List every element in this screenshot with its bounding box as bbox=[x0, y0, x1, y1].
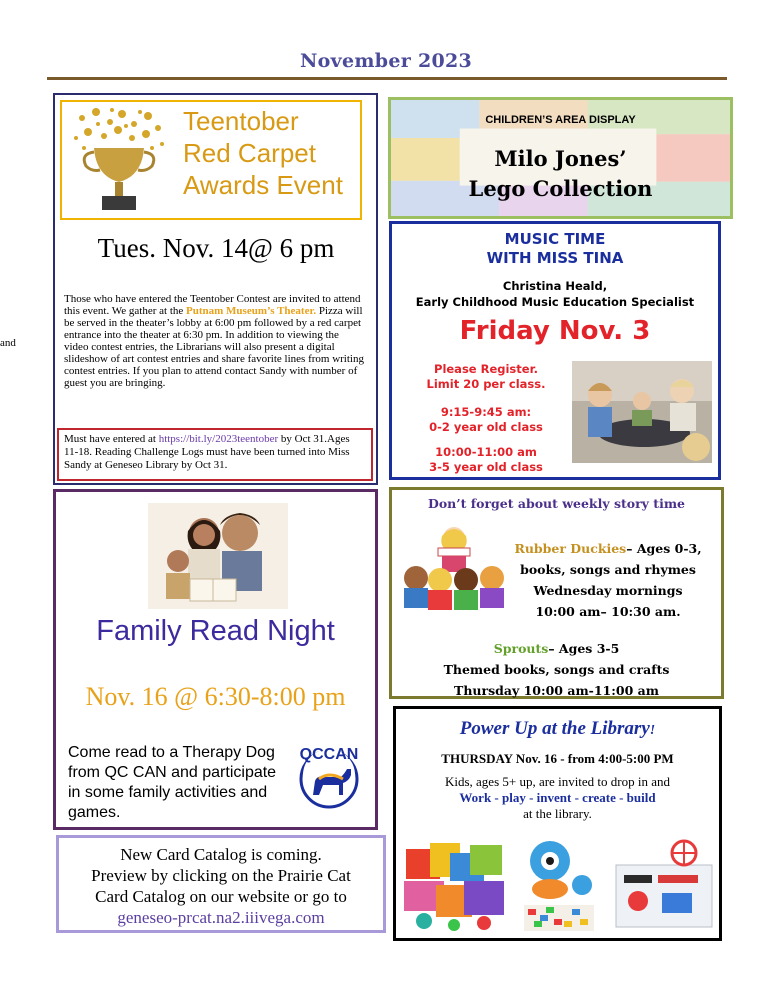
teentober-description-part-2: Pizza will be served in the theater’s lobby at 6:00 pm followed by a red carpet entrance into the theater at 6:30 pm. In addition to viewing the video contest entries, the Librarians will also present a digital slideshow of art contest entries and share favorite lines from writing contest entries. If you plan to attend contact Sandy with number of guest you are bringing. bbox=[64, 305, 364, 389]
family-read-night-description: Come read to a Therapy Dog from QC CAN and participate in some family activities and games. bbox=[68, 744, 277, 821]
trophy-icon bbox=[62, 104, 177, 216]
session-1-age: 0-2 year old class bbox=[429, 420, 543, 434]
teentober-description bbox=[64, 293, 366, 389]
power-up-title-bang: ! bbox=[649, 723, 656, 738]
teentober-title bbox=[183, 105, 343, 201]
power-up-text-1: Kids, ages 5+ up, are invited to drop in and bbox=[444, 774, 671, 789]
music-title bbox=[392, 230, 718, 268]
teentober-title-line-1: Teentober bbox=[183, 106, 299, 136]
venue-highlight: Putnam Museum’s Theater. bbox=[186, 305, 317, 317]
story-time-heading: Don’t forget about weekly story time bbox=[428, 496, 685, 511]
lego-title bbox=[391, 144, 730, 204]
music-registration bbox=[406, 362, 566, 392]
power-up-activities: Work - play - invent - create - build bbox=[459, 790, 656, 805]
page-title: November 2023 bbox=[299, 50, 473, 72]
card-catalog-link[interactable]: geneseo-prcat.na2.iiivega.com bbox=[117, 908, 325, 927]
session-2-age: 3-5 year old class bbox=[429, 460, 543, 474]
power-up-text-2: at the library. bbox=[523, 806, 592, 821]
rubber-duckies-line-1 bbox=[492, 538, 724, 559]
teentober-title-line-3: Awards Event bbox=[183, 170, 343, 200]
music-class-photo bbox=[572, 361, 712, 463]
teentober-entry-note bbox=[57, 428, 373, 481]
card-catalog-text bbox=[59, 844, 383, 928]
music-presenter bbox=[392, 278, 718, 310]
power-up-panel bbox=[393, 706, 722, 941]
lego-title-line-1: Milo Jones’ bbox=[494, 146, 627, 171]
story-time-panel bbox=[389, 487, 724, 699]
entry-note-part-1: Must have entered at bbox=[64, 433, 159, 445]
card-catalog-line-3: Card Catalog on our website or go to bbox=[95, 887, 347, 906]
sprouts-name: Sprouts bbox=[493, 641, 549, 656]
music-date: Friday Nov. 3 bbox=[459, 316, 651, 346]
music-session-2 bbox=[406, 445, 566, 475]
session-1-time: 9:15-9:45 am: bbox=[440, 405, 532, 419]
music-title-line-1: MUSIC TIME bbox=[504, 230, 606, 248]
music-title-line-2: WITH MISS TINA bbox=[486, 249, 624, 267]
rubber-duckies-age: – Ages 0-3, bbox=[626, 541, 702, 556]
lego-title-line-2: Lego Collection bbox=[468, 176, 653, 201]
power-up-title bbox=[396, 718, 719, 740]
teentober-title-line-2: Red Carpet bbox=[183, 138, 316, 168]
stray-text: and bbox=[0, 337, 16, 349]
entry-note-part-2: by Oct 31.Ages 11-18. Reading Challenge Logs must have been turned into Miss Sandy at Geneseo Library by Oct 31. bbox=[64, 433, 350, 471]
card-catalog-line-2: Preview by clicking on the Prairie Cat bbox=[91, 866, 351, 885]
session-2-time: 10:00-11:00 am bbox=[435, 445, 537, 459]
registration-line-2: Limit 20 per class. bbox=[426, 377, 546, 391]
presenter-role: Early Childhood Music Education Specialist bbox=[415, 295, 695, 309]
power-up-description bbox=[396, 774, 719, 822]
teentober-date: Tues. Nov. 14@ 6 pm bbox=[97, 233, 335, 263]
rubber-duckies-line-3: Wednesday mornings bbox=[533, 583, 683, 598]
sprouts-info bbox=[392, 638, 721, 701]
rubber-duckies-line-2: books, songs and rhymes bbox=[520, 562, 696, 577]
card-catalog-panel bbox=[56, 835, 386, 933]
teentober-link[interactable]: https://bit.ly/2023teentober bbox=[158, 433, 279, 445]
presenter-name: Christina Heald, bbox=[502, 279, 608, 293]
family-reading-photo bbox=[148, 503, 288, 609]
sprouts-line-1 bbox=[392, 638, 721, 659]
sprouts-line-2: Themed books, songs and crafts bbox=[443, 662, 670, 677]
sprouts-line-3: Thursday 10:00 am-11:00 am bbox=[454, 683, 659, 698]
lego-subtitle: CHILDREN’S AREA DISPLAY bbox=[485, 114, 636, 126]
card-catalog-line-1: New Card Catalog is coming. bbox=[120, 845, 322, 864]
qccan-logo-text: QCCAN bbox=[299, 746, 359, 763]
power-up-date: THURSDAY Nov. 16 - from 4:00-5:00 PM bbox=[441, 751, 674, 766]
craft-supplies-image bbox=[400, 835, 510, 935]
sprouts-age: – Ages 3-5 bbox=[548, 641, 620, 656]
qccan-logo bbox=[289, 735, 369, 815]
title-divider bbox=[47, 77, 727, 80]
music-session-1 bbox=[406, 405, 566, 435]
snap-circuits-image bbox=[608, 835, 720, 935]
registration-line-1: Please Register. bbox=[434, 362, 538, 376]
teentober-description-part-1: Those who have entered the Teentober Contest are invited to attend this event. We gather at the bbox=[64, 293, 361, 317]
family-read-night-date: Nov. 16 @ 6:30-8:00 pm bbox=[85, 682, 346, 711]
power-up-title-text: Power Up at the Library bbox=[459, 718, 650, 739]
rubber-duckies-info bbox=[492, 538, 724, 622]
lego-display-panel bbox=[388, 97, 733, 219]
rubber-duckies-name: Rubber Duckies bbox=[514, 541, 627, 556]
rubber-duckies-line-4: 10:00 am– 10:30 am. bbox=[535, 604, 681, 619]
dash-robot-image bbox=[514, 835, 604, 935]
family-read-night-title: Family Read Night bbox=[96, 615, 335, 647]
family-read-night-panel bbox=[53, 489, 378, 830]
music-time-panel bbox=[389, 221, 721, 480]
